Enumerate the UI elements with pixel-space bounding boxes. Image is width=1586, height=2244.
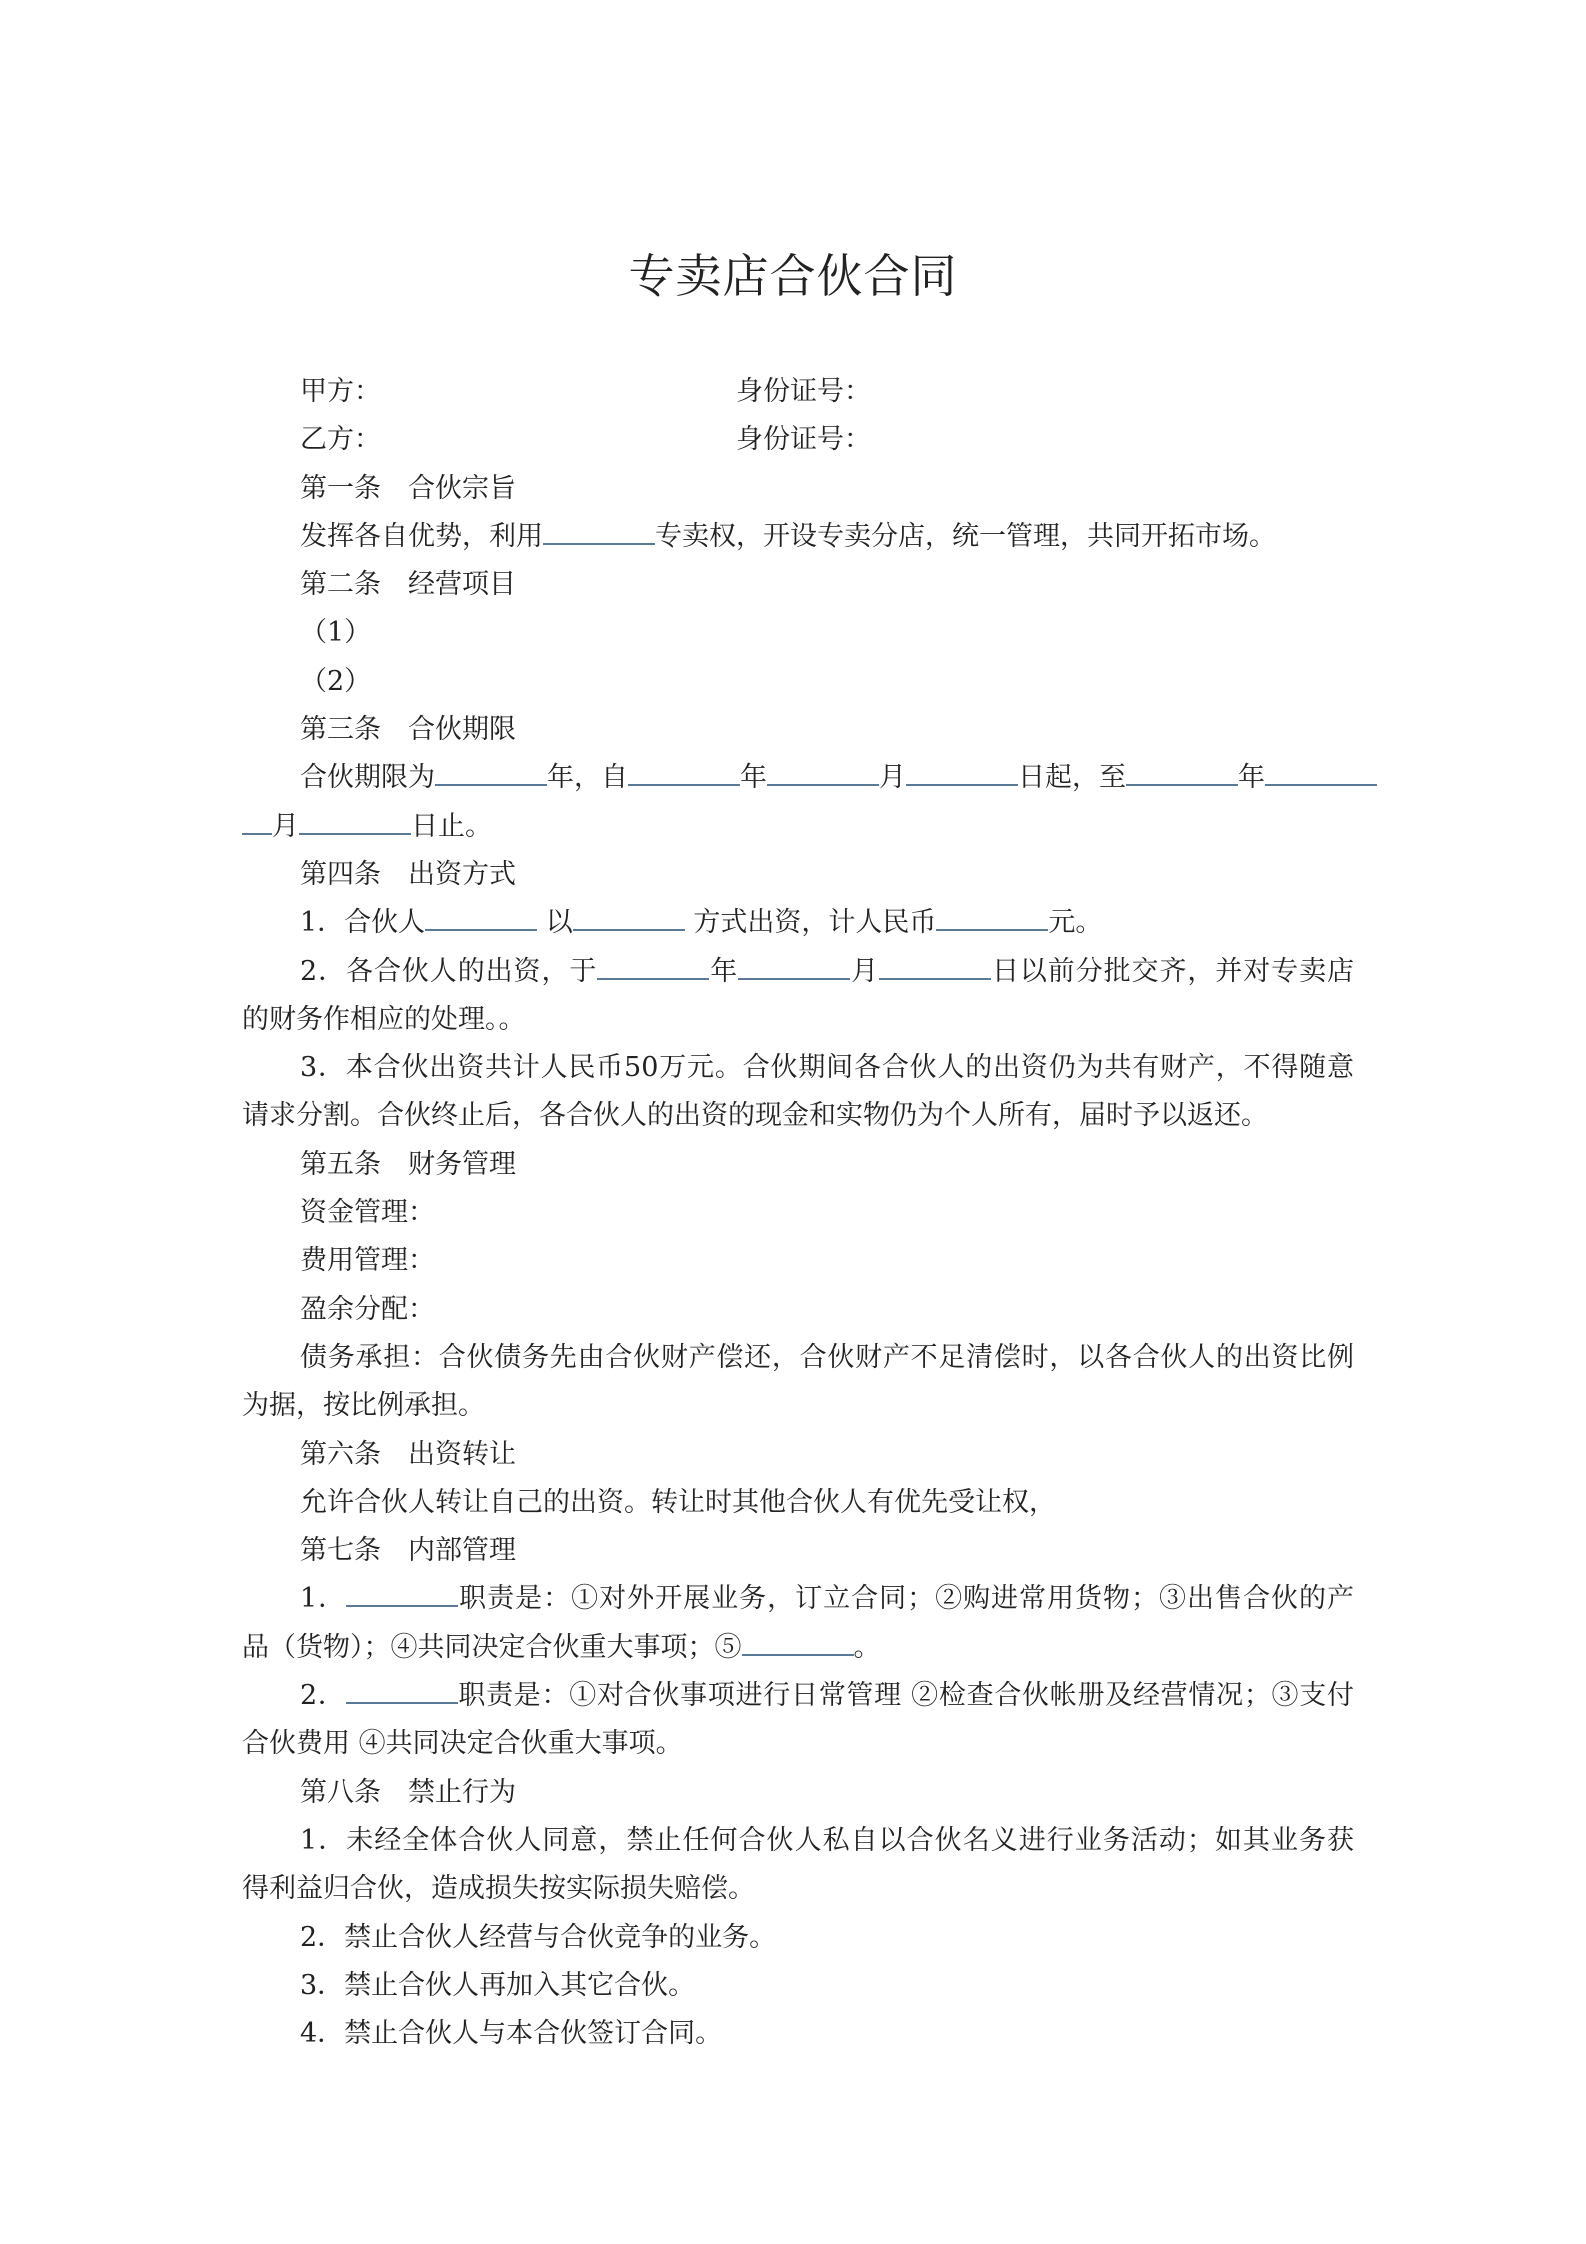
text-segment: 资金管理： xyxy=(300,1197,435,1229)
text-segment: 盈余分配： xyxy=(300,1293,435,1325)
text-segment: 日起，至 xyxy=(1018,762,1126,794)
paragraph-line xyxy=(242,1479,1354,1527)
paragraph-line xyxy=(242,899,1354,947)
text-segment: 乙方： xyxy=(300,424,381,456)
paragraph-line xyxy=(242,609,1354,657)
text-segment: 为据，按比例承担。 xyxy=(242,1390,485,1422)
id-number-label: 身份证号： xyxy=(736,376,871,407)
paragraph-line xyxy=(242,658,1354,706)
paragraph-line xyxy=(242,368,1354,416)
paragraph-line xyxy=(242,754,1354,802)
text-segment: 1．合伙人 xyxy=(300,907,426,939)
text-segment: 2． xyxy=(300,1680,346,1712)
text-segment: 第八条 禁止行为 xyxy=(300,1776,516,1808)
text-segment: 年 xyxy=(740,762,767,794)
fill-in-blank xyxy=(742,1632,854,1656)
paragraph-line xyxy=(242,1286,1354,1334)
paragraph-line xyxy=(242,1962,1354,2010)
fill-in-blank xyxy=(597,956,709,980)
fill-in-blank xyxy=(543,521,655,545)
article-heading xyxy=(242,706,1354,754)
paragraph-line xyxy=(242,1092,1354,1140)
paragraph-line xyxy=(242,416,1354,464)
text-segment: （1） xyxy=(300,617,372,649)
paragraph-line xyxy=(242,1044,1354,1092)
text-segment: 品（货物）；④共同决定合伙重大事项；⑤ xyxy=(242,1631,742,1663)
text-segment: 月 xyxy=(850,955,880,987)
paragraph-line xyxy=(242,1382,1354,1430)
fill-in-blank xyxy=(435,762,547,786)
article-heading xyxy=(242,851,1354,899)
text-segment: 请求分割。合伙终止后，各合伙人的出资的现金和实物仍为个人所有，届时予以返还。 xyxy=(242,1100,1268,1132)
fill-in-blank xyxy=(346,1583,458,1607)
fill-in-blank xyxy=(346,1680,458,1704)
text-segment: 。 xyxy=(853,1631,881,1663)
text-segment: 第三条 合伙期限 xyxy=(300,714,516,746)
text-segment: （2） xyxy=(300,665,372,697)
text-segment: 方式出资，计人民币 xyxy=(684,907,937,939)
text-segment: 2．各合伙人的出资，于 xyxy=(300,955,598,987)
text-segment: 第四条 出资方式 xyxy=(300,858,516,890)
text-segment: 年，自 xyxy=(547,762,628,794)
paragraph-line xyxy=(242,1237,1354,1285)
fill-in-blank xyxy=(738,956,850,980)
text-segment: 第五条 财务管理 xyxy=(300,1148,516,1180)
article-heading xyxy=(242,1769,1354,1817)
contract-body xyxy=(242,368,1354,2058)
paragraph-line xyxy=(242,1914,1354,1962)
text-segment: 债务承担：合伙债务先由合伙财产偿还，合伙财产不足清偿时，以各合伙人的出资比例 xyxy=(300,1341,1354,1373)
fill-in-blank xyxy=(879,956,991,980)
fill-in-blank xyxy=(425,907,537,931)
fill-in-blank xyxy=(242,811,272,835)
text-segment: 年 xyxy=(709,955,739,987)
paragraph-line xyxy=(242,996,1354,1044)
text-segment: 职责是：①对外开展业务，订立合同；②购进常用货物；③出售合伙的产 xyxy=(458,1583,1354,1615)
text-segment: 合伙费用 ④共同决定合伙重大事项。 xyxy=(242,1728,683,1760)
id-number-label: 身份证号： xyxy=(736,424,871,456)
text-segment: 以 xyxy=(537,907,573,939)
text-segment: 年 xyxy=(1238,762,1265,794)
text-segment: 1．未经全体合伙人同意，禁止任何合伙人私自以合伙名义进行业务活动；如其业务获 xyxy=(300,1824,1354,1856)
article-heading xyxy=(242,1141,1354,1189)
text-segment: 3．禁止合伙人再加入其它合伙。 xyxy=(300,1969,696,2001)
paragraph-line xyxy=(242,1817,1354,1865)
text-segment: 职责是：①对合伙事项进行日常管理 ②检查合伙帐册及经营情况；③支付 xyxy=(457,1680,1354,1712)
text-segment: 2．禁止合伙人经营与合伙竞争的业务。 xyxy=(300,1921,777,1953)
text-segment: 发挥各自优势，利用 xyxy=(300,520,543,552)
text-segment: 第二条 经营项目 xyxy=(300,569,516,601)
paragraph-line xyxy=(242,1672,1354,1720)
text-segment: 4．禁止合伙人与本合伙签订合同。 xyxy=(300,2018,723,2050)
article-heading xyxy=(242,561,1354,609)
text-segment: 日以前分批交齐，并对专卖店 xyxy=(991,955,1354,987)
paragraph-line xyxy=(242,2010,1354,2058)
text-segment: 甲方： xyxy=(300,376,381,407)
paragraph-line xyxy=(242,1575,1354,1623)
paragraph-line xyxy=(242,513,1354,561)
text-segment: 1． xyxy=(300,1583,347,1615)
fill-in-blank xyxy=(299,811,411,835)
fill-in-blank xyxy=(906,762,1018,786)
text-segment: 3．本合伙出资共计人民币50万元。合伙期间各合伙人的出资仍为共有财产，不得随意 xyxy=(300,1052,1354,1084)
paragraph-line xyxy=(242,1720,1354,1768)
text-segment: 合伙期限为 xyxy=(300,762,435,794)
fill-in-blank xyxy=(573,907,685,931)
fill-in-blank xyxy=(628,762,740,786)
text-segment: 费用管理： xyxy=(300,1245,435,1277)
paragraph-line xyxy=(242,1624,1354,1672)
fill-in-blank xyxy=(1126,762,1238,786)
text-segment: 允许合伙人转让自己的出资。转让时其他合伙人有优先受让权， xyxy=(300,1486,1056,1518)
fill-in-blank xyxy=(936,907,1048,931)
text-segment: 日止。 xyxy=(411,810,492,842)
paragraph-line xyxy=(242,1189,1354,1237)
article-heading xyxy=(242,1527,1354,1575)
article-heading xyxy=(242,1431,1354,1479)
paragraph-line xyxy=(242,1865,1354,1913)
text-segment: 的财务作相应的处理。。 xyxy=(242,1003,526,1035)
document-title: 专卖店合伙合同 xyxy=(628,249,958,303)
text-segment: 第七条 内部管理 xyxy=(300,1535,516,1567)
text-segment: 月 xyxy=(879,762,906,794)
article-heading xyxy=(242,465,1354,513)
text-segment: 月 xyxy=(272,810,299,842)
text-segment: 第一条 合伙宗旨 xyxy=(300,472,516,504)
text-segment: 专卖权，开设专卖分店，统一管理，共同开拓市场。 xyxy=(655,520,1276,552)
fill-in-blank xyxy=(767,762,879,786)
text-segment: 第六条 出资转让 xyxy=(300,1438,516,1470)
paragraph-line xyxy=(242,1334,1354,1382)
fill-in-blank xyxy=(1265,762,1377,786)
text-segment: 得利益归合伙，造成损失按实际损失赔偿。 xyxy=(242,1873,755,1905)
paragraph-line xyxy=(242,948,1354,996)
text-segment: 元。 xyxy=(1048,907,1103,939)
paragraph-line xyxy=(242,803,1354,851)
